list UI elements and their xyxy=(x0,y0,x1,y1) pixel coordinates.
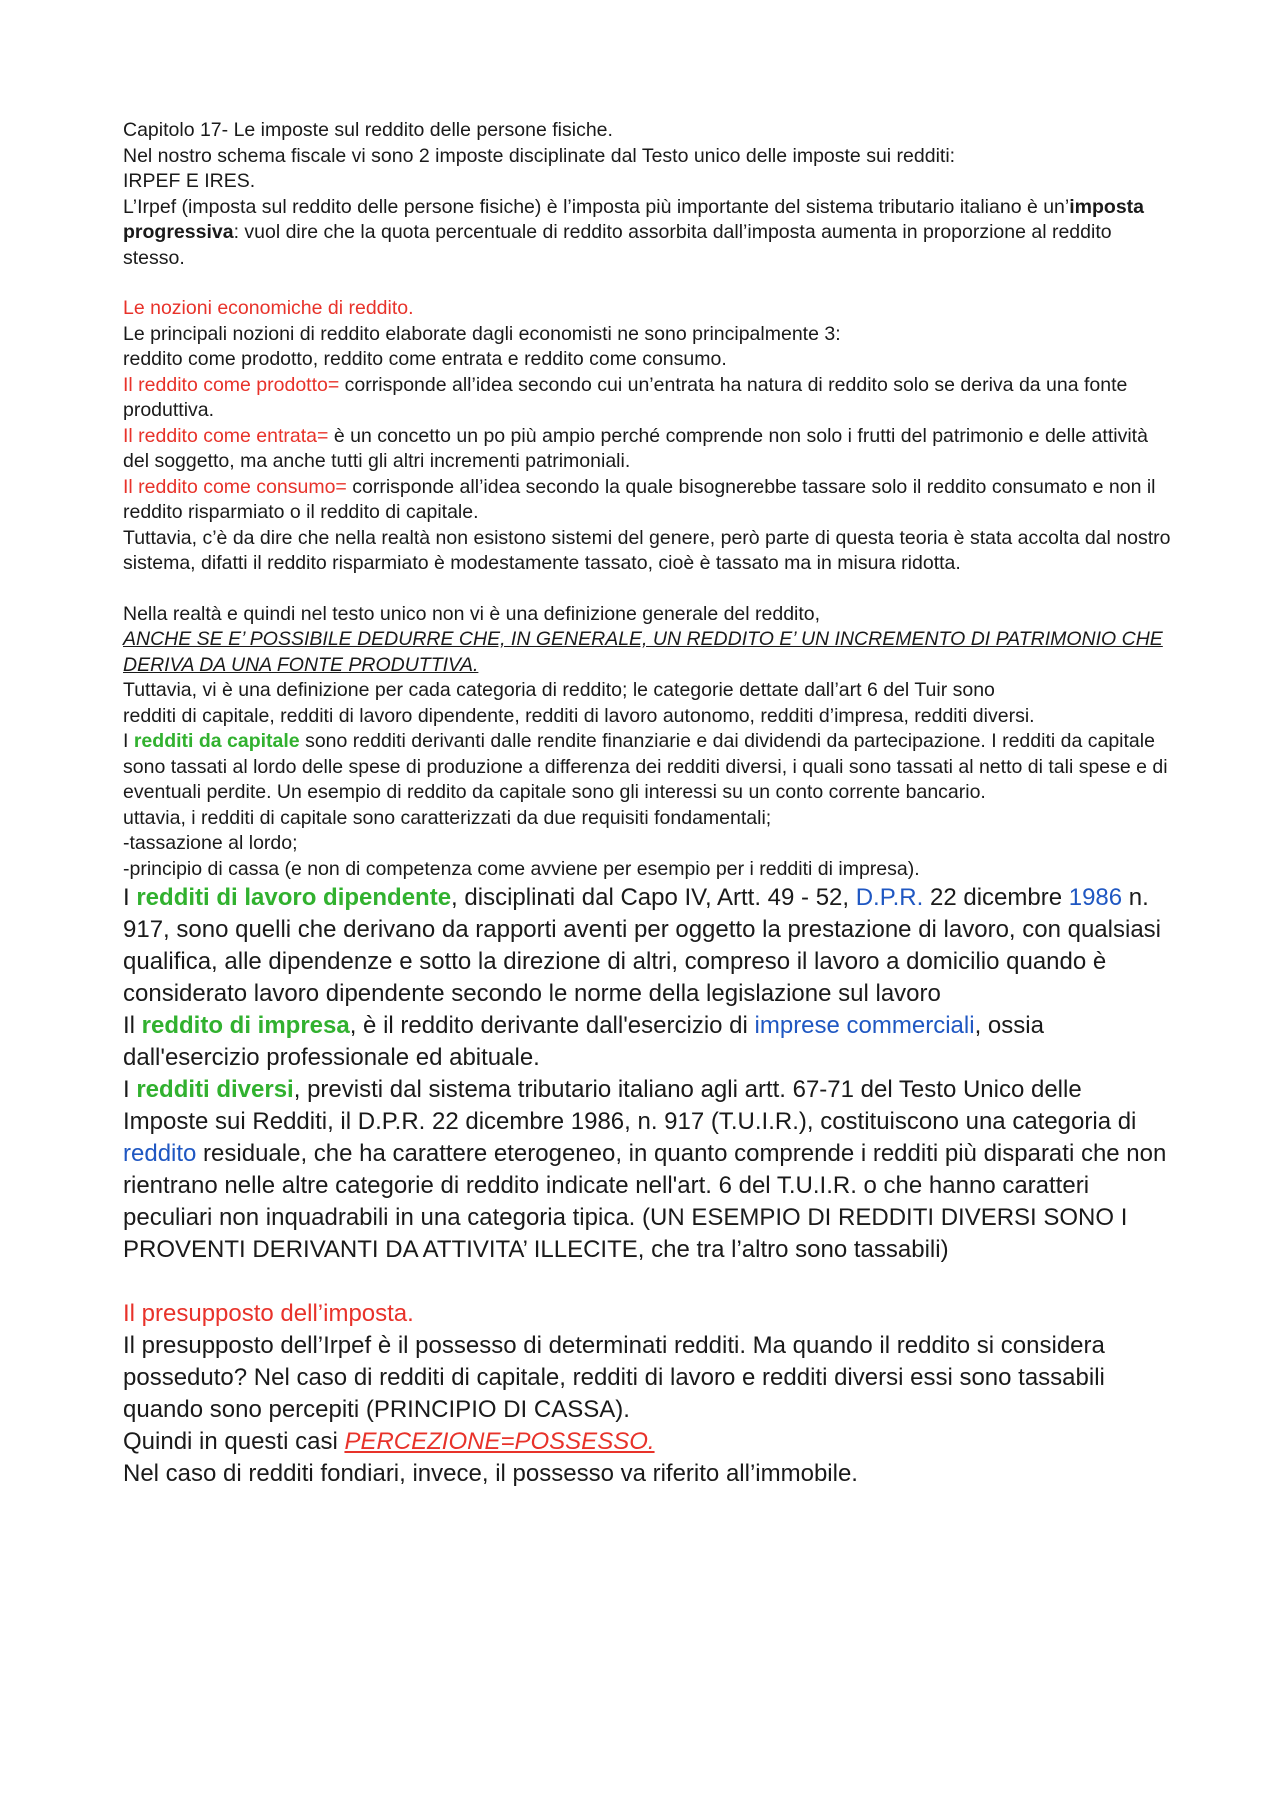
definition-consumo: Il reddito come consumo= corrisponde all’idea secondo la quale bisognerebbe tassare solo il reddito consumato e non il reddito risparmiato o il reddito di capitale. xyxy=(123,475,1156,523)
paragraph-quindi: Quindi in questi casi PERCEZIONE=POSSESSO. xyxy=(123,1428,655,1455)
paragraph: Tuttavia, vi è una definizione per cada categoria di reddito; le categorie dettate dall’art 6 del Tuir sono xyxy=(123,679,995,701)
term-highlight: redditi da capitale xyxy=(133,730,300,752)
paragraph: Nel caso di redditi fondiari, invece, il possesso va riferito all’immobile. xyxy=(123,1460,858,1487)
link-reddito[interactable]: reddito xyxy=(123,1140,197,1167)
paragraph: Le principali nozioni di reddito elaborate dagli economisti ne sono principalmente 3: xyxy=(123,322,841,345)
term-label: Il reddito come prodotto= xyxy=(123,373,340,396)
paragraph: reddito come prodotto, reddito come entrata e reddito come consumo. xyxy=(123,348,727,370)
term-label: Il reddito come entrata= xyxy=(123,424,329,447)
term-highlight: redditi diversi xyxy=(136,1076,294,1103)
paragraph: redditi di capitale, redditi di lavoro dipendente, redditi di lavoro autonomo, redditi d’impresa, redditi diversi. xyxy=(123,704,1035,727)
paragraph: uttavia, i redditi di capitale sono caratterizzati da due requisiti fondamentali; xyxy=(123,806,772,829)
paragraph-irpef: L’Irpef (imposta sul reddito delle persone fisiche) è l’imposta più importante del sistema tributario italiano è un’imposta progressiva: vuol dire che la quota percentuale di reddito assorbita dall’imposta aumenta in proporzione al reddito stesso. xyxy=(123,195,1145,269)
paragraph: Nella realtà e quindi nel testo unico non vi è una definizione generale del reddito, xyxy=(123,602,821,625)
chapter-title: Capitolo 17- Le imposte sul reddito delle persone fisiche. xyxy=(123,119,613,141)
paragraph: Il presupposto dell’Irpef è il possesso di determinati redditi. Ma quando il reddito si considera posseduto? Nel caso di redditi di capitale, redditi di lavoro e redditi diversi essi sono tassabili quando sono percepiti (PRINCIPIO DI CASSA). xyxy=(123,1332,1105,1423)
section-heading: Il presupposto dell’imposta. xyxy=(123,1300,414,1327)
paragraph-impresa: Il reddito di impresa, è il reddito derivante dall'esercizio di imprese commerciali, ossia dall'esercizio professionale ed abituale. xyxy=(123,1012,1044,1071)
link-dpr[interactable]: D.P.R. xyxy=(855,884,924,911)
term-label: Il reddito come consumo= xyxy=(123,475,347,498)
emphasis-statement: PERCEZIONE=POSSESSO. xyxy=(344,1428,655,1455)
list-item: -principio di cassa (e non di competenza come avviene per esempio per i redditi di impresa). xyxy=(123,857,920,880)
term-highlight: redditi di lavoro dipendente xyxy=(136,884,452,911)
paragraph-diversi: I redditi diversi, previsti dal sistema tributario italiano agli artt. 67-71 del Testo Unico delle Imposte sui Redditi, il D.P.R. 22 dicembre 1986, n. 917 (T.U.I.R.), costituiscono una categoria di reddito residuale, che ha carattere eterogeneo, in quanto comprende i redditi più disparati che non rientrano nelle altre categorie di reddito indicate nell'art. 6 del T.U.I.R. o che hanno caratteri peculiari non inquadrabili in una categoria tipica. (UN ESEMPIO DI REDDITI DIVERSI SONO I PROVENTI DERIVANTI DA ATTIVITA’ ILLECITE, che tra l’altro sono tassabili) xyxy=(123,1076,1167,1263)
document-page xyxy=(123,118,1173,1490)
link-imprese[interactable]: imprese commerciali xyxy=(754,1012,975,1039)
paragraph: Nel nostro schema fiscale vi sono 2 imposte disciplinate dal Testo unico delle imposte sui redditi: xyxy=(123,144,956,167)
link-year[interactable]: 1986 xyxy=(1068,884,1123,911)
section-definizione xyxy=(123,602,1173,883)
paragraph: IRPEF E IRES. xyxy=(123,170,256,192)
definition-prodotto: Il reddito come prodotto= corrisponde all’idea secondo cui un’entrata ha natura di reddito solo se deriva da una fonte produttiva. xyxy=(123,373,1128,421)
section-categorie xyxy=(123,882,1173,1266)
paragraph-dipendente: I redditi di lavoro dipendente, disciplinati dal Capo IV, Artt. 49 - 52, D.P.R. 22 dicembre 1986 n. 917, sono quelli che derivano da rapporti aventi per oggetto la prestazione di lavoro, con qualsiasi qualifica, alle dipendenze e sotto la direzione di altri, compreso il lavoro a domicilio quando è considerato lavoro dipendente secondo le norme della legislazione sul lavoro xyxy=(123,884,1161,1007)
emphasis-statement: ANCHE SE E’ POSSIBILE DEDURRE CHE, IN GENERALE, UN REDDITO E’ UN INCREMENTO DI PATRIMONIO CHE DERIVA DA UNA FONTE PRODUTTIVA. xyxy=(123,628,1163,676)
paragraph: Tuttavia, c’è da dire che nella realtà non esistono sistemi del genere, però parte di questa teoria è stata accolta dal nostro sistema, difatti il reddito risparmiato è modestamente tassato, cioè è tassato ma in misura ridotta. xyxy=(123,526,1171,574)
term-highlight: reddito di impresa xyxy=(141,1012,350,1039)
definition-entrata: Il reddito come entrata= è un concetto un po più ampio perché comprende non solo i frutti del patrimonio e delle attività del soggetto, ma anche tutti gli altri incrementi patrimoniali. xyxy=(123,424,1148,472)
section-heading: Le nozioni economiche di reddito. xyxy=(123,297,414,319)
list-item: -tassazione al lordo; xyxy=(123,832,298,854)
section-intro xyxy=(123,118,1173,271)
bold-term: imposta progressiva xyxy=(123,195,1145,243)
paragraph-capitale: I redditi da capitale sono redditi derivanti dalle rendite finanziarie e dai dividendi da partecipazione. I redditi da capitale sono tassati al lordo delle spese di produzione a differenza dei redditi diversi, i quali sono tassati al netto di tali spese e di eventuali perdite. Un esempio di reddito da capitale sono gli interessi su un conto corrente bancario. xyxy=(123,730,1168,803)
section-nozioni xyxy=(123,296,1173,577)
section-presupposto xyxy=(123,1298,1173,1490)
